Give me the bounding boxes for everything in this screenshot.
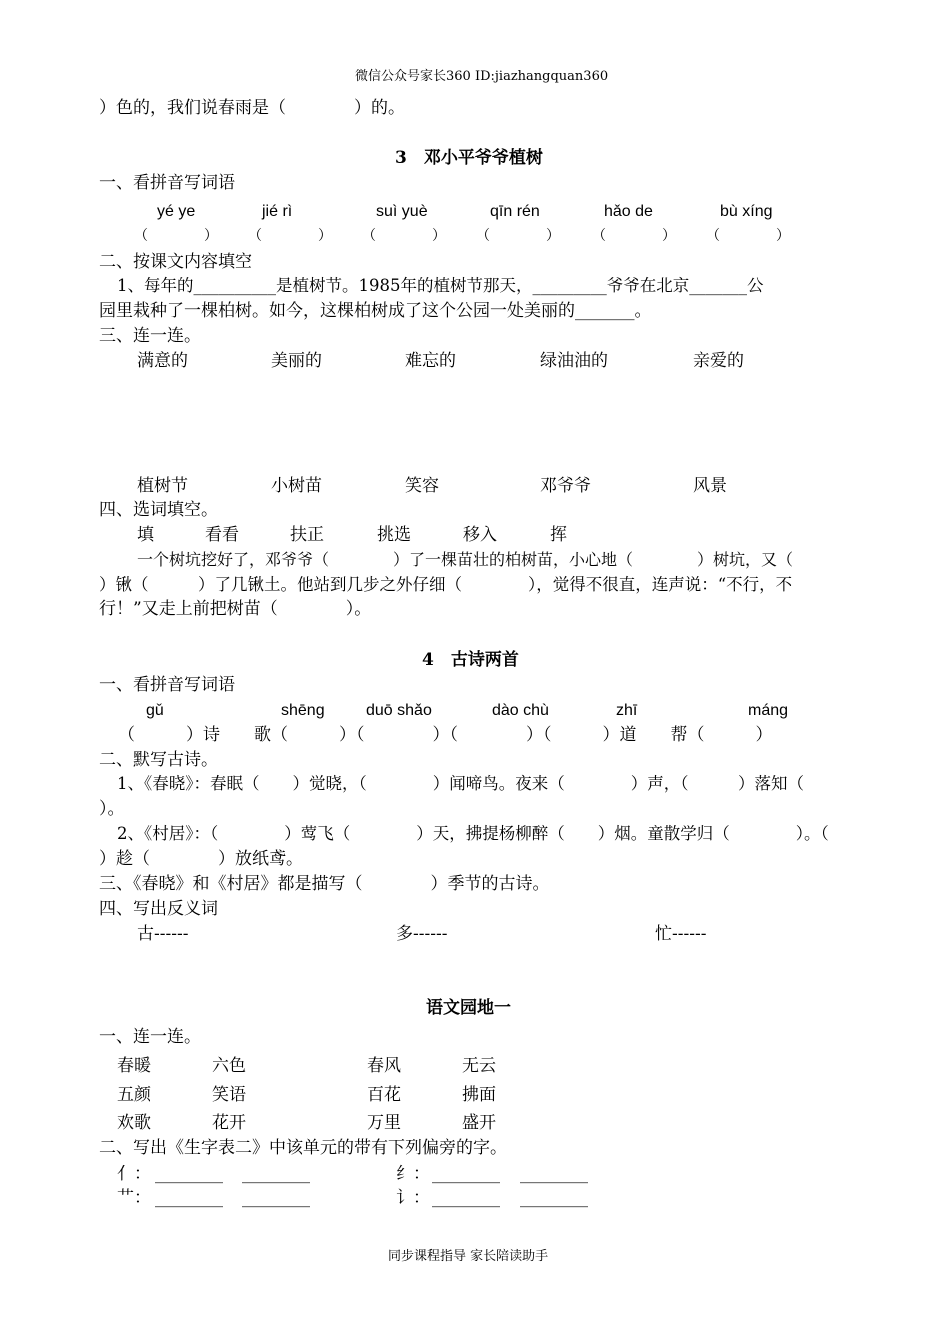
radical-label: 艹： xyxy=(117,1188,151,1208)
pinyin-item: qīn rén xyxy=(490,203,540,220)
antonym-item[interactable]: 忙------ xyxy=(655,924,707,944)
garden-s1-heading: 一、连一连。 xyxy=(99,1027,201,1047)
match-word[interactable]: 无云 xyxy=(462,1056,496,1076)
lesson4-s2-heading: 二、默写古诗。 xyxy=(99,750,218,770)
match-word[interactable]: 春暖 xyxy=(117,1056,151,1076)
answer-blank[interactable]: ________ xyxy=(520,1164,588,1184)
match-word[interactable]: 笑语 xyxy=(212,1085,246,1105)
poem-line: ）趁（ ）放纸鸢。 xyxy=(99,849,303,869)
word-choice: 挥 xyxy=(550,525,567,545)
garden-s2-heading: 二、写出《生字表二》中该单元的带有下列偏旁的字。 xyxy=(99,1138,507,1158)
lesson4-s4-heading: 四、写出反义词 xyxy=(99,899,218,919)
match-word[interactable]: 欢歌 xyxy=(117,1113,151,1133)
answer-blank[interactable]: ________ xyxy=(520,1188,588,1208)
lesson4-s3: 三、《春晓》和《村居》都是描写（ ）季节的古诗。 xyxy=(99,874,550,894)
lesson3-s2-heading: 二、按课文内容填空 xyxy=(99,252,252,272)
match-word[interactable]: 难忘的 xyxy=(405,351,456,371)
match-word[interactable]: 万里 xyxy=(367,1113,401,1133)
answer-blank[interactable]: （ ） xyxy=(592,228,676,244)
pinyin-item: yé ye xyxy=(157,203,196,220)
pinyin-item: jié rì xyxy=(262,203,293,220)
match-word[interactable]: 满意的 xyxy=(137,351,188,371)
lesson3-s3-heading: 三、连一连。 xyxy=(99,326,201,346)
answer-blank[interactable]: ________ xyxy=(432,1164,500,1184)
pinyin-item: zhī xyxy=(616,702,638,719)
answer-blank[interactable]: ________ xyxy=(242,1164,310,1184)
pinyin-item: gǔ xyxy=(146,702,164,719)
lesson4-s1-heading: 一、看拼音写词语 xyxy=(99,675,235,695)
answer-blank[interactable]: （ ） xyxy=(476,228,560,244)
antonym-item[interactable]: 古------ xyxy=(137,924,189,944)
word-choice: 扶正 xyxy=(290,525,324,545)
passage-line: ）锹（ ）了几锹土。他站到几步之外仔细（ ），觉得不很直，连声说：“不行，不 xyxy=(99,575,793,594)
pinyin-item: shēng xyxy=(281,702,325,719)
pinyin-item: duō shǎo xyxy=(366,702,432,719)
pinyin-item: bù xíng xyxy=(720,203,773,220)
passage-line: 一个树坑挖好了，邓爷爷（ ）了一棵苗壮的柏树苗，小心地（ ）树坑，又（ xyxy=(137,550,794,569)
match-word[interactable]: 盛开 xyxy=(462,1113,496,1133)
antonym-item[interactable]: 多------ xyxy=(396,924,448,944)
word-choice: 看看 xyxy=(205,525,239,545)
answer-blank[interactable]: ________ xyxy=(432,1188,500,1208)
answer-blank[interactable]: （ ） xyxy=(248,228,332,244)
poem-line: ）。 xyxy=(99,799,125,819)
radical-label: 亻： xyxy=(117,1164,151,1184)
word-choice: 填 xyxy=(137,525,154,545)
match-word[interactable]: 邓爷爷 xyxy=(540,476,591,496)
match-word[interactable]: 六色 xyxy=(212,1056,246,1076)
poem-line: 2、《村居》：（ ）莺飞（ ）天，拂提杨柳醉（ ）烟。童散学归（ ）。（ xyxy=(117,824,829,843)
word-choice: 移入 xyxy=(463,525,497,545)
fill-line: 园里栽种了一棵柏树。如今，这棵柏树成了这个公园一处美丽的_______。 xyxy=(99,301,652,321)
match-word[interactable]: 风景 xyxy=(693,476,727,496)
lesson3-s4-heading: 四、选词填空。 xyxy=(99,500,218,520)
radical-label: 纟： xyxy=(396,1164,430,1184)
page-header: 微信公众号家长360 ID:jiazhangquan360 xyxy=(355,69,609,84)
answer-line[interactable]: （ ）诗 歌（ ）（ ）（ ）（ ）道 帮（ ） xyxy=(118,725,773,745)
intro-line: ）色的，我们说春雨是（ ）的。 xyxy=(99,98,405,118)
pinyin-item: dào chù xyxy=(492,702,549,719)
answer-blank[interactable]: ________ xyxy=(155,1188,223,1208)
match-word[interactable]: 百花 xyxy=(367,1085,401,1105)
word-choice: 挑选 xyxy=(377,525,411,545)
garden-title: 语文园地一 xyxy=(426,998,511,1018)
match-word[interactable]: 美丽的 xyxy=(271,351,322,371)
answer-blank[interactable]: （ ） xyxy=(706,228,790,244)
match-word[interactable]: 植树节 xyxy=(137,476,188,496)
match-word[interactable]: 春风 xyxy=(367,1056,401,1076)
answer-blank[interactable]: ________ xyxy=(155,1164,223,1184)
match-word[interactable]: 五颜 xyxy=(117,1085,151,1105)
radical-label: 讠： xyxy=(396,1188,430,1208)
match-word[interactable]: 笑容 xyxy=(405,476,439,496)
poem-line: 1、《春晓》：春眠（ ）觉晓，（ ）闻啼鸟。夜来（ ）声，（ ）落知（ xyxy=(117,774,804,793)
match-word[interactable]: 花开 xyxy=(212,1113,246,1133)
lesson3-title: 3 邓小平爷爷植树 xyxy=(395,148,543,168)
page-footer: 同步课程指导 家长陪读助手 xyxy=(388,1249,549,1264)
passage-line: 行！”又走上前把树苗（ ）。 xyxy=(99,599,372,619)
pinyin-item: hǎo de xyxy=(604,203,653,220)
answer-blank[interactable]: （ ） xyxy=(134,228,218,244)
match-word[interactable]: 拂面 xyxy=(462,1085,496,1105)
answer-blank[interactable]: （ ） xyxy=(362,228,446,244)
lesson3-s1-heading: 一、看拼音写词语 xyxy=(99,173,235,193)
pinyin-item: máng xyxy=(748,702,789,719)
answer-blank[interactable]: ________ xyxy=(242,1188,310,1208)
pinyin-item: suì yuè xyxy=(376,203,428,220)
match-word[interactable]: 绿油油的 xyxy=(540,351,608,371)
match-word[interactable]: 亲爱的 xyxy=(693,351,744,371)
fill-line: 1、每年的__________是植树节。1985年的植树节那天，_________爷爷在北京_______公 xyxy=(117,276,764,295)
lesson4-title: 4 古诗两首 xyxy=(422,650,519,670)
match-word[interactable]: 小树苗 xyxy=(271,476,322,496)
